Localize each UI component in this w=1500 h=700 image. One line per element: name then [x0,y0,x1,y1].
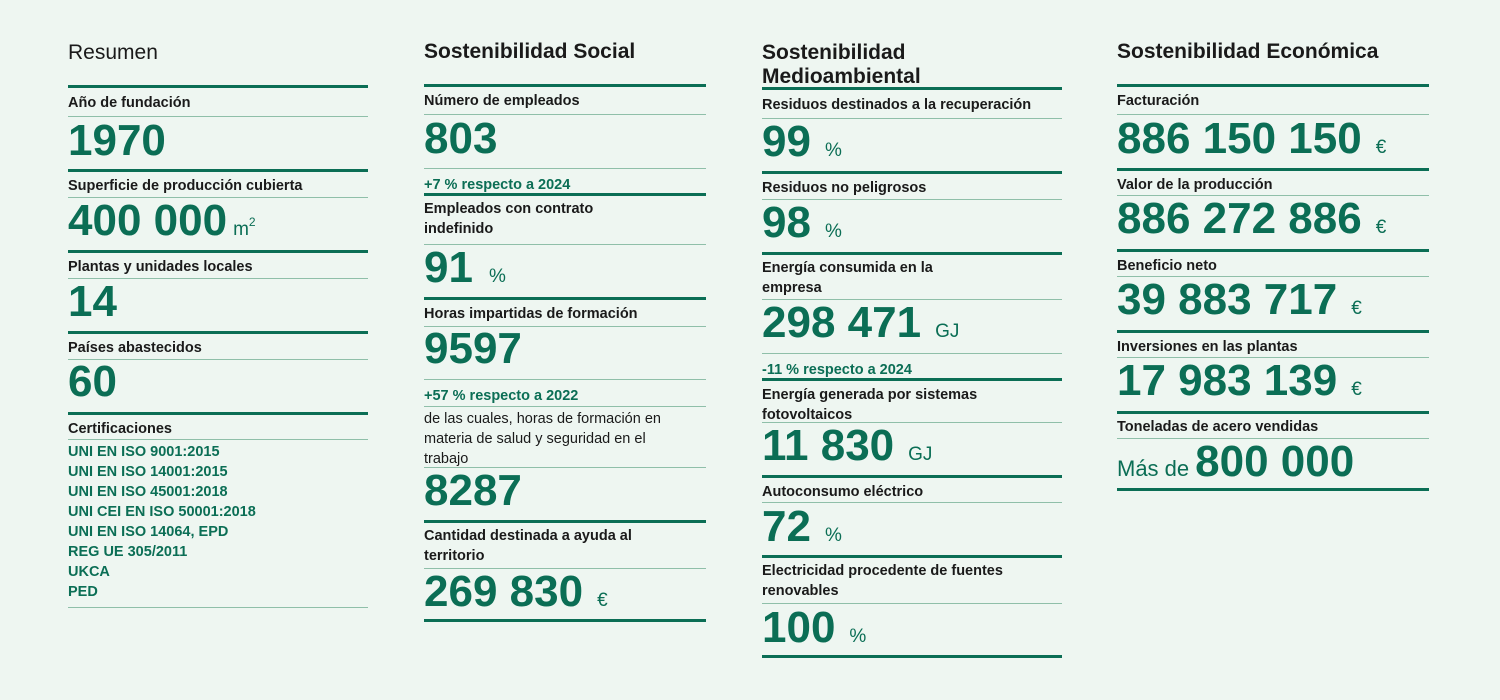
divider [762,252,1062,255]
acero-value-row [1117,437,1429,494]
indefinido-value: 91 [424,243,473,292]
indefinido-label: Empleados con contrato indefinido [424,201,594,237]
facturacion-label: Facturación [1117,93,1200,109]
paises-label: Países abastecidos [68,340,202,356]
divider [1117,168,1429,171]
divider [1117,330,1429,333]
ayuda-unit: € [597,590,608,611]
fv-label: Energía generada por sistemas fotovoltaicos [762,387,978,423]
nopeligrosos-value-row [762,198,1062,257]
facturacion-unit: € [1375,137,1387,158]
divider [1117,249,1429,252]
plantas-label: Plantas y unidades locales [68,259,253,275]
divider [1117,84,1429,87]
renovables-unit: % [849,626,867,647]
divider [68,331,368,334]
beneficio-label: Beneficio neto [1117,258,1217,274]
energia-value: 298 471 [762,298,922,347]
fundacion-label: Año de fundación [68,95,191,111]
salud-value: 8287 [424,466,522,515]
divider [68,412,368,415]
nopeligrosos-label: Residuos no peligrosos [762,180,927,196]
formacion-note: +57 % respecto a 2022 [424,388,579,404]
produccion-unit: € [1375,217,1387,238]
fv-value: 11 830 [762,421,895,470]
energia-label: Energía consumida en la empresa [762,260,933,296]
cert-item: UNI EN ISO 14001:2015 [68,464,228,480]
fv-value-row [762,421,1062,480]
formacion-value: 9597 [424,324,522,373]
economica-title: Sostenibilidad Económica [1117,40,1379,63]
energia-unit: GJ [935,321,960,342]
cert-item: UNI EN ISO 45001:2018 [68,484,228,500]
cert-item: UNI EN ISO 9001:2015 [68,444,220,460]
superficie-label: Superficie de producción cubierta [68,178,303,194]
acero-prefix: Más de [1117,456,1190,481]
renovables-value: 100 [762,603,836,652]
empleados-label: Número de empleados [424,93,580,109]
recuperacion-value-row [762,117,1062,176]
divider [424,297,706,300]
divider [68,169,368,172]
divider [68,439,368,440]
produccion-value-row [1117,194,1429,253]
ayuda-value: 269 830 [424,567,584,616]
ayuda-label: Cantidad destinada a ayuda al territorio [424,528,632,564]
acero-label: Toneladas de acero vendidas [1117,419,1319,435]
divider [424,84,706,87]
divider [424,379,706,380]
formacion-label: Horas impartidas de formación [424,306,638,322]
divider [762,171,1062,174]
recuperacion-value: 99 [762,117,811,166]
cert-item: PED [68,584,98,600]
autoconsumo-value-row [762,502,1062,561]
energia-value-row [762,298,1062,357]
beneficio-unit: € [1351,298,1362,319]
renovables-label: Electricidad procedente de fuentes renovables [762,563,1003,599]
divider [762,475,1062,478]
cert-item: UNI CEI EN ISO 50001:2018 [68,504,256,520]
nopeligrosos-value: 98 [762,198,811,247]
medio-title: Sostenibilidad Medioambiental [762,41,921,88]
inversiones-label: Inversiones en las plantas [1117,339,1298,355]
salud-text: de las cuales, horas de formación en materia de salud y seguridad en el trabajo [424,411,661,467]
divider [424,406,706,407]
divider [1117,411,1429,414]
facturacion-value: 886 150 150 [1117,114,1362,163]
fundacion-value: 1970 [68,116,166,165]
beneficio-value-row [1117,275,1429,334]
facturacion-value-row [1117,114,1429,173]
inversiones-value: 17 983 139 [1117,356,1338,405]
superficie-value: 400 000 [68,196,228,245]
divider [1117,488,1429,491]
divider [424,520,706,523]
recuperacion-unit: % [824,140,842,161]
divider [68,607,368,608]
beneficio-value: 39 883 717 [1117,275,1338,324]
inversiones-value-row [1117,356,1429,415]
paises-value: 60 [68,357,117,406]
resumen-title: Resumen [68,41,158,64]
divider [762,655,1062,658]
autoconsumo-label: Autoconsumo eléctrico [762,484,924,500]
produccion-label: Valor de la producción [1117,177,1273,193]
recuperacion-label: Residuos destinados a la recuperación [762,97,1032,113]
autoconsumo-value: 72 [762,502,811,551]
divider [762,555,1062,558]
superficie-unit: $m^2$ [233,215,256,240]
acero-value: 800 000 [1195,437,1355,486]
indefinido-unit: % [488,266,506,287]
social-title: Sostenibilidad Social [424,40,636,63]
produccion-value: 886 272 886 [1117,194,1362,243]
indefinido-value-row [424,243,706,302]
plantas-value: 14 [68,277,117,326]
divider [68,250,368,253]
ayuda-value-row [424,567,706,626]
empleados-value: 803 [424,114,498,163]
divider [762,87,1062,90]
divider [762,353,1062,354]
fv-unit: GJ [908,444,933,465]
empleados-note: +7 % respecto a 2024 [424,177,571,193]
divider [424,619,706,622]
divider [68,85,368,88]
cert-item: REG UE 305/2011 [68,544,188,560]
divider [424,168,706,169]
nopeligrosos-unit: % [824,221,842,242]
energia-note: -11 % respecto a 2024 [762,362,912,378]
cert-item: UKCA [68,564,110,580]
cert-label: Certificaciones [68,421,172,437]
divider [762,378,1062,381]
inversiones-unit: € [1351,379,1362,400]
renovables-value-row [762,603,1062,662]
divider [424,193,706,196]
autoconsumo-unit: % [824,525,842,546]
cert-list [68,442,368,602]
cert-item: UNI EN ISO 14064, EPD [68,524,229,540]
superficie-value-row [68,196,368,255]
